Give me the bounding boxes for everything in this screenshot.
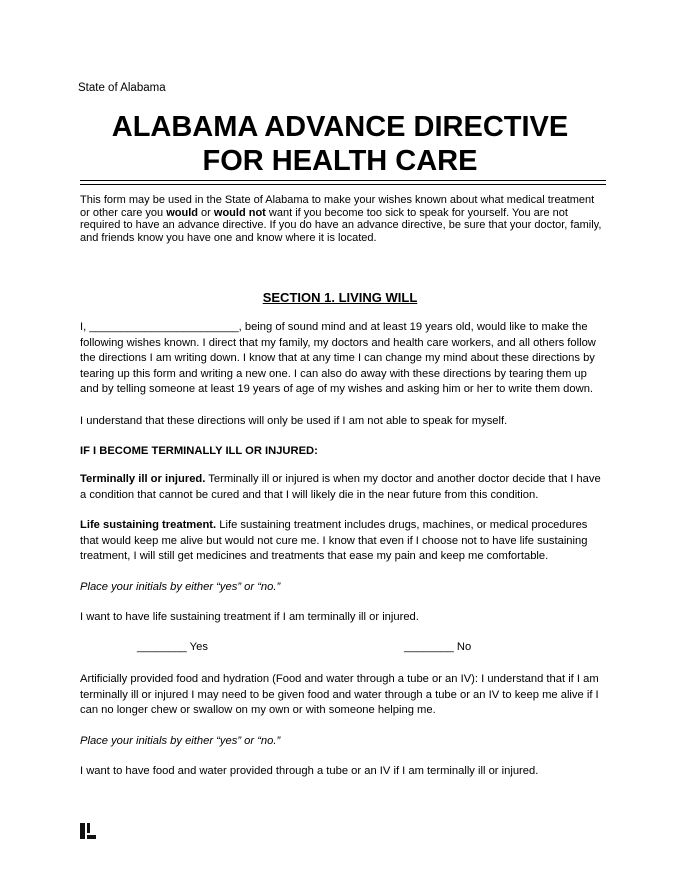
food-hydration-paragraph: Artificially provided food and hydration (Food and water through a tube or an IV): I understand that if I am terminally ill or injured I may need to be given food and water through a tube or an IV to keep me alive if I can no longer chew or swallow on my own or with someone helping me. xyxy=(80,673,599,717)
terminal-term: Terminally ill or injured. xyxy=(80,473,206,485)
document-title xyxy=(0,110,680,178)
lawdistrict-logo-icon xyxy=(80,823,96,839)
life-yes-initials-field[interactable]: ________ Yes xyxy=(137,641,208,653)
life-no-initials-field[interactable]: ________ No xyxy=(404,641,472,653)
understand-paragraph: I understand that these directions will only be used if I am not able to speak for myself. xyxy=(80,415,508,427)
life-sustaining-definition xyxy=(80,518,606,565)
state-label: State of Alabama xyxy=(78,82,166,94)
title-line-2: FOR HEALTH CARE xyxy=(202,145,478,177)
initials-instruction-2: Place your initials by either “yes” or “no.” xyxy=(80,735,281,747)
intro-text-2: or xyxy=(198,206,214,219)
declaration-paragraph: I, ________________________, being of sound mind and at least 19 years old, would like to make the following wishes known. I direct that my family, my doctors and health care workers, and all others follow the directions I am writing down. I know that at any time I can change my mind about these directions by tearing up this form and writing a new one. I can also do away with these directions by tearing them up and by telling someone at least 19 years of age of my wishes and asking him or her to write them down. xyxy=(80,321,596,396)
title-divider-top xyxy=(80,180,606,181)
intro-text-3: want if you become too sick to speak for yourself. You are not required to have an advance directive. If you do have an advance directive, be sure that your doctor, family, and friends know you have one and know where it is located. xyxy=(80,206,602,244)
food-water-choice: I want to have food and water provided through a tube or an IV if I am terminally ill or injured. xyxy=(80,765,539,777)
intro-text-1: This form may be used in the State of Alabama to make your wishes known about what medical treatment or other care you xyxy=(80,194,595,219)
life-term: Life sustaining treatment. xyxy=(80,519,217,531)
life-treatment-choice: I want to have life sustaining treatment if I am terminally ill or injured. xyxy=(80,611,419,623)
initials-instruction-1: Place your initials by either “yes” or “no.” xyxy=(80,581,281,593)
life-text: Life sustaining treatment includes drugs, machines, or medical procedures that would keep me alive but would not cure me. I know that even if I choose not to have life sustaining treatment, I will still get medicines and treatments that ease my pain and keep me comfortable. xyxy=(80,519,588,563)
intro-bold-would-not: would not xyxy=(213,206,266,219)
terminal-definition xyxy=(80,472,606,503)
terminal-text: Terminally ill or injured is when my doctor and another doctor decide that I have a condition that cannot be cured and that I will likely die in the near future from this condition. xyxy=(80,473,601,501)
intro-paragraph xyxy=(80,194,606,244)
intro-bold-would: would xyxy=(166,206,198,219)
title-divider-bottom xyxy=(80,184,606,185)
title-line-1: ALABAMA ADVANCE DIRECTIVE xyxy=(111,111,569,143)
section-heading: SECTION 1. LIVING WILL xyxy=(262,290,418,305)
terminal-subheading: IF I BECOME TERMINALLY ILL OR INJURED: xyxy=(80,445,318,457)
